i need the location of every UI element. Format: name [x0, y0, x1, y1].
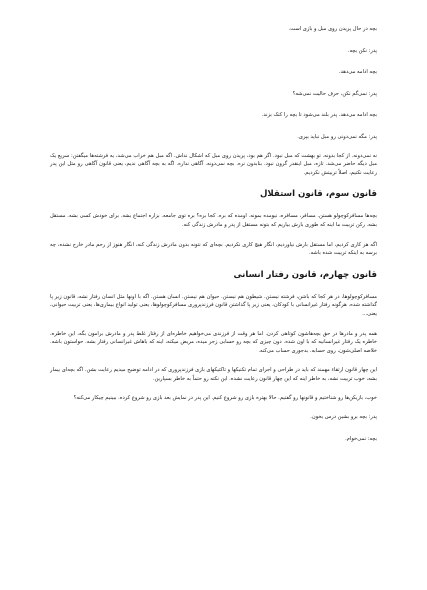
body-paragraph: مسافرکوچولوها، در هر کجا که باشن، فرشته نیستن. شیطون هم نیستن. حیوان هم نیستن. انسان هستن. اگه با اونها مثل انسان رفتار نشه، قانون زیر پا گذاشته شده. هرگونه رفتار غیرانسانی با کودکان، یعنی زیر پا گذاشتن قانون فرزندپروری مسافرکوچولوها، یعنی تولید انواع بیماری‌ها، یعنی تربیت حیوانی، یعنی...: [50, 293, 377, 317]
body-paragraph: اگه هر کاری کردیم، اما مستقل بارش نیاوردیم، انگار هیچ کاری نکردیم. بچه‌ای که نتونه بدون مادرش زندگی کنه، انگار هنوز از رحم مادر خارج نشده، چه برسه به اینکه تربیت شده باشه.: [50, 241, 377, 257]
dialog-line: بچه در حال پریدن روی مبل و بازی است.: [288, 26, 377, 32]
section-heading: قانون سوم، قانون استقلال: [259, 189, 377, 200]
dialog-line: پدر: نکن بچه.: [347, 47, 377, 54]
body-paragraph: بچه‌ها مسافرکوچولو هستن. مسافر، مسافره، نیومده بمونه. اومده که بره. کجا بره؟ بره توی جامعه. بزاره اجتماع بشه. برای خودش کسی بشه. مستقل بشه. رکن تربیت ما اینه که طوری بارش بیاریم که بتونه مستقل از پدر و مادرش زندگی کنه.: [50, 213, 377, 228]
section-heading: قانون چهارم، قانون رفتار انسانی: [233, 269, 377, 280]
dialog-line: بچه: نمی‌خوام.: [345, 435, 377, 442]
dialog-line: پدر: نمی‌گم نکن، حرف حالیت نمی‌شه؟: [292, 90, 377, 97]
body-paragraph: این چهار قانون ارتقاء مهمند که باید در طراحی و اجرای تمام تکنیکها و تاکتیکهای بازی فرزندپروری که در ادامه توضیح میدیم رعایت بشن. اگه بچه‌ای بیمار بشه، خوب تربیت نشه، به خاطر اینه که این چهار قانون رعایت نشده. این نکته رو حتماً به خاطر بسپارین.: [50, 367, 377, 382]
dialog-line: پدر: بچه برو بشین درس بخون.: [310, 414, 377, 421]
body-paragraph: همه پدر و مادرها در حق بچه‌هاشون کوتاهی کردن. اما هر وقت از فرزندی می‌خواهیم خاطره‌ای از رفتار غلط پدر و مادرش برامون بگه، این خاطره، خاطره یک رفتار غیرانسانیه که با اون شده. دون چیزی که بچه رو حسابی زجر میده، مریض میکنه، اینه که باهاش غیرانسانی رفتار بشه. حواستون باشه. خلاصه اصلی‌شون، روی حسابه. بدجوری حساب می‌کنه.: [50, 330, 377, 354]
dialog-line: بچه ادامه می‌دهد. پدر بلند می‌شود تا بچه را کتک بزند.: [261, 112, 377, 119]
body-paragraph: خوب، بازیکن‌ها رو شناختیم و قانونها رو گفتیم. حالا بهتره بازی رو شروع کنیم. این پدر در نمایش بعد بازی رو شروع کرده. ببینیم چیکار می‌کنه؟: [73, 395, 377, 402]
dialog-line: بچه ادامه می‌دهد.: [338, 69, 377, 76]
body-paragraph: نه نمی‌دونه. از کجا بدونه. تو بهشت که مبل نبود. اگر هم بود، پریدن روی مبل که اشکال نداش. اگه مبل هم خراب می‌شد، یه فرشته‌ها میگفتن: سریع یک مبل دیگه حاضر می‌شد. تازه، مبل اینقدر گرون نبود. بنابدون نره. بچه نمی‌دونه. آگاهی نداره. اگه به بچه آگاهی ندیم، یعنی قانون آگاهی رو مثل این پدر رعایت نکنیم، اصلاً تربیتش نکردیم.: [50, 152, 377, 176]
dialog-line: پدر: مگه نمی‌دونی رو مبل نباید بپری.: [297, 133, 377, 140]
